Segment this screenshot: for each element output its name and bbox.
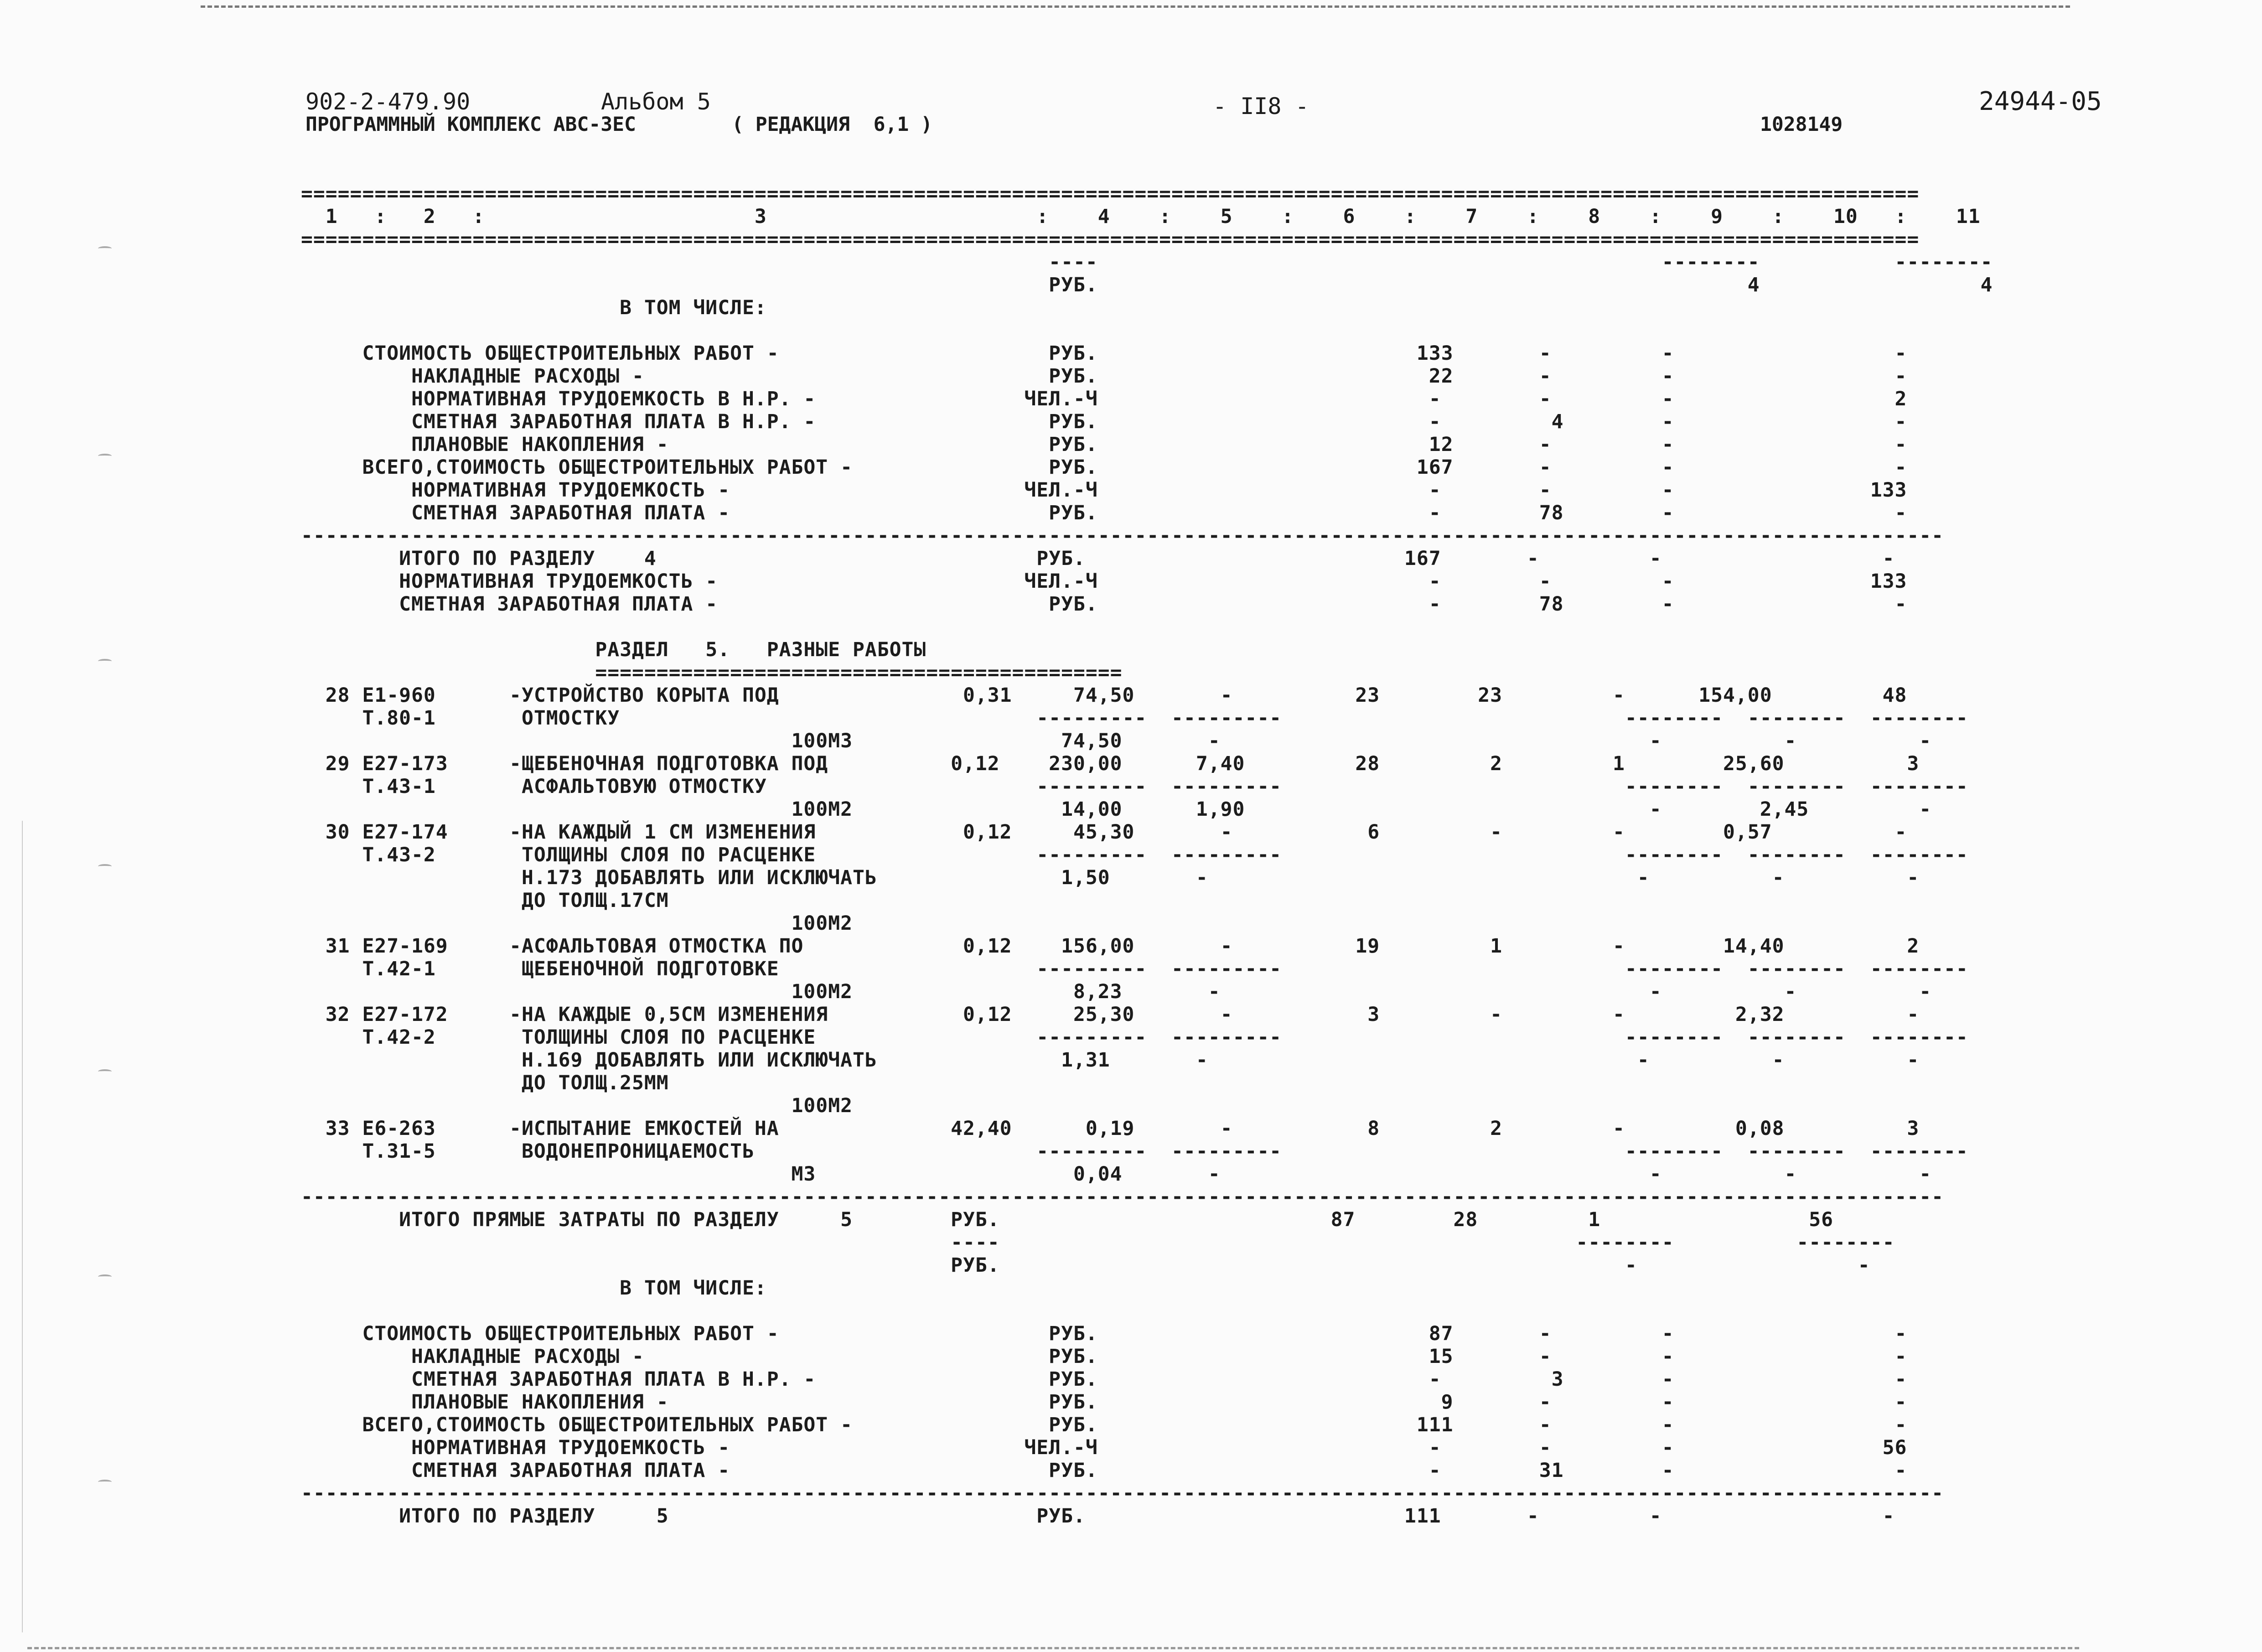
table-line: Т.80-1 ОТМОСТКУ --------- --------- -------- -------- -------- [301,707,1968,730]
page-number: - II8 - [1213,93,1309,119]
table-line: ПЛАНОВЫЕ НАКОПЛЕНИЯ - РУБ. 12 - - - [301,433,1907,456]
table-line: СМЕТНАЯ ЗАРАБОТНАЯ ПЛАТА - РУБ. - 78 - - [301,502,1907,524]
table-line: ДО ТОЛЩ.17СМ [301,889,669,912]
code-label: 1028149 [1760,113,1843,136]
table-line: РУБ. - - [301,1254,1870,1277]
table-line: 100М2 14,00 1,90 - 2,45 - [301,798,1932,821]
table-line: -------------------------------------------------------------------------------------------------------------------------------------- [301,524,1944,547]
hole-mark [98,1069,112,1074]
table-line: -------------------------------------------------------------------------------------------------------------------------------------- [301,1186,1944,1208]
table-line: ---- -------- -------- [301,251,1993,274]
table-line: ВСЕГО,СТОИМОСТЬ ОБЩЕСТРОИТЕЛЬНЫХ РАБОТ - РУБ. 167 - - - [301,456,1907,479]
doc-number: 902-2-479.90 [305,88,471,115]
top-edge-dashes [201,5,2070,8]
table-line: НОРМАТИВНАЯ ТРУДОЕМКОСТЬ - ЧЕЛ.-Ч - - - 56 [301,1436,1907,1459]
table-line: 100М2 [301,1094,853,1117]
hole-mark [98,659,112,663]
table-line: НОРМАТИВНАЯ ТРУДОЕМКОСТЬ - ЧЕЛ.-Ч - - - 133 [301,570,1907,593]
table-line: РАЗДЕЛ 5. РАЗНЫЕ РАБОТЫ [301,638,927,661]
table-line: Т.43-1 АСФАЛЬТОВУЮ ОТМОСТКУ --------- --------- -------- -------- -------- [301,775,1968,798]
table-line: 1 : 2 : 3 : 4 : 5 : 6 : 7 : 8 : 9 : 10 : 11 [301,205,1981,228]
table-line: 32 Е27-172 -НА КАЖДЫЕ 0,5СМ ИЗМЕНЕНИЯ 0,12 25,30 - 3 - - 2,32 - [301,1003,1920,1026]
table-line: 29 Е27-173 -ЩЕБЕНОЧНАЯ ПОДГОТОВКА ПОД 0,12 230,00 7,40 28 2 1 25,60 3 [301,752,1920,775]
hole-mark [98,246,112,251]
table-line: СМЕТНАЯ ЗАРАБОТНАЯ ПЛАТА - РУБ. - 31 - - [301,1459,1907,1482]
table-line: ВСЕГО,СТОИМОСТЬ ОБЩЕСТРОИТЕЛЬНЫХ РАБОТ - РУБ. 111 - - - [301,1414,1907,1436]
hole-mark [98,454,112,458]
table-line: Т.43-2 ТОЛЩИНЫ СЛОЯ ПО РАСЦЕНКЕ --------- --------- -------- -------- -------- [301,844,1968,866]
table-line: СМЕТНАЯ ЗАРАБОТНАЯ ПЛАТА - РУБ. - 78 - - [301,593,1907,616]
table-line: 30 Е27-174 -НА КАЖДЫЙ 1 СМ ИЗМЕНЕНИЯ 0,12 45,30 - 6 - - 0,57 - [301,821,1907,844]
album-label: Альбом 5 [601,88,711,115]
table-line: 100М2 [301,912,853,935]
table-line: 33 Е6-263 -ИСПЫТАНИЕ ЕМКОСТЕЙ НА 42,40 0,19 - 8 2 - 0,08 3 [301,1117,1920,1140]
table-line: 28 Е1-960 -УСТРОЙСТВО КОРЫТА ПОД 0,31 74,50 - 23 23 - 154,00 48 [301,684,1907,707]
hole-mark [98,864,112,869]
left-margin-line [22,821,23,1632]
edition-label: ( РЕДАКЦИЯ 6,1 ) [732,113,933,136]
table-line: ИТОГО ПО РАЗДЕЛУ 4 РУБ. 167 - - - [301,547,1895,570]
table-line: -------------------------------------------------------------------------------------------------------------------------------------- [301,1482,1944,1505]
table-line: ИТОГО ПРЯМЫЕ ЗАТРАТЫ ПО РАЗДЕЛУ 5 РУБ. 87 28 1 56 [301,1208,1834,1231]
table-line: НАКЛАДНЫЕ РАСХОДЫ - РУБ. 22 - - - [301,365,1907,388]
table-line: =========================================== [301,661,1123,684]
sheet-number: 24944-05 [1979,87,2102,116]
table-line: Т.42-2 ТОЛЩИНЫ СЛОЯ ПО РАСЦЕНКЕ --------- --------- -------- -------- -------- [301,1026,1968,1049]
hole-mark [98,1274,112,1279]
table-line: ПЛАНОВЫЕ НАКОПЛЕНИЯ - РУБ. 9 - - - [301,1391,1907,1414]
table-line: Т.31-5 ВОДОНЕПРОНИЦАЕМОСТЬ --------- --------- -------- -------- -------- [301,1140,1968,1163]
program-label: ПРОГРАММНЫЙ КОМПЛЕКС АВС-3ЕС [305,113,636,136]
table-line: РУБ. 4 4 [301,274,1993,296]
table-line: М3 0,04 - - - - [301,1163,1932,1186]
table-line: НОРМАТИВНАЯ ТРУДОЕМКОСТЬ В Н.Р. - ЧЕЛ.-Ч - - - 2 [301,388,1907,410]
table-line: ---- -------- -------- [301,1231,1895,1254]
table-line: СМЕТНАЯ ЗАРАБОТНАЯ ПЛАТА В Н.Р. - РУБ. - 4 - - [301,410,1907,433]
table-line: СТОИМОСТЬ ОБЩЕСТРОИТЕЛЬНЫХ РАБОТ - РУБ. 87 - - - [301,1322,1907,1345]
table-line: СМЕТНАЯ ЗАРАБОТНАЯ ПЛАТА В Н.Р. - РУБ. - 3 - - [301,1368,1907,1391]
table-line: ==================================================================================================================================== [301,182,1920,205]
bottom-edge-dashes [27,1647,2079,1649]
hole-mark [98,1480,112,1484]
table-line: ==================================================================================================================================== [301,228,1920,251]
table-line: НОРМАТИВНАЯ ТРУДОЕМКОСТЬ - ЧЕЛ.-Ч - - - 133 [301,479,1907,502]
table-line: ИТОГО ПО РАЗДЕЛУ 5 РУБ. 111 - - - [301,1505,1895,1528]
table-line: НАКЛАДНЫЕ РАСХОДЫ - РУБ. 15 - - - [301,1345,1907,1368]
table-line: Н.169 ДОБАВЛЯТЬ ИЛИ ИСКЛЮЧАТЬ 1,31 - - - - [301,1049,1920,1072]
table-line: 100М3 74,50 - - - - [301,730,1932,752]
table-line: В ТОМ ЧИСЛЕ: [301,1277,767,1300]
table-line: СТОИМОСТЬ ОБЩЕСТРОИТЕЛЬНЫХ РАБОТ - РУБ. 133 - - - [301,342,1907,365]
table-line: Т.42-1 ЩЕБЕНОЧНОЙ ПОДГОТОВКЕ --------- --------- -------- -------- -------- [301,958,1968,980]
table-line: 31 Е27-169 -АСФАЛЬТОВАЯ ОТМОСТКА ПО 0,12 156,00 - 19 1 - 14,40 2 [301,935,1920,958]
table-line: 100М2 8,23 - - - - [301,980,1932,1003]
table-line: Н.173 ДОБАВЛЯТЬ ИЛИ ИСКЛЮЧАТЬ 1,50 - - - - [301,866,1920,889]
table-line: В ТОМ ЧИСЛЕ: [301,296,767,319]
table-line: ДО ТОЛЩ.25ММ [301,1072,669,1094]
